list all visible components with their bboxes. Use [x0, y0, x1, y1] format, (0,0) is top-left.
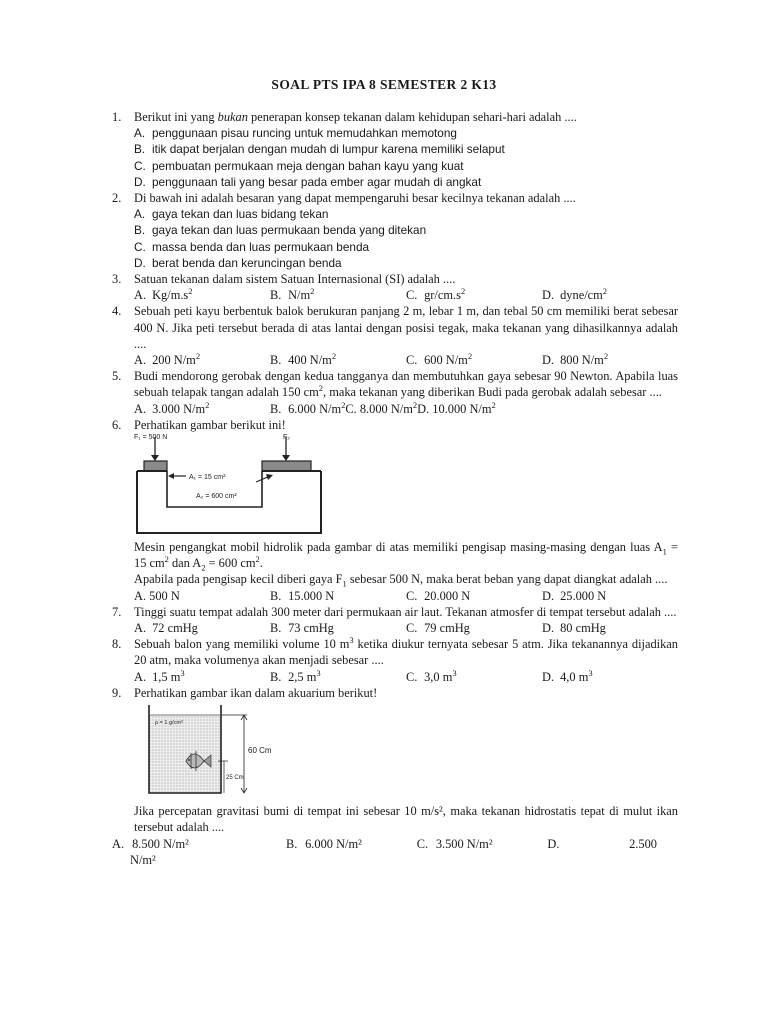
superscript: 2	[491, 399, 496, 410]
superscript: 2	[467, 350, 473, 361]
option-b	[286, 836, 417, 852]
question-number: 9.	[112, 685, 122, 700]
option-d	[417, 401, 496, 417]
superscript: 2	[331, 350, 337, 361]
option-c	[406, 588, 542, 604]
question-stem	[134, 109, 678, 125]
option-letter: A.	[134, 126, 146, 141]
option-text: 6.000 N/m	[288, 401, 342, 416]
superscript: 2	[164, 554, 169, 565]
option-text: 3.000 N/m	[152, 401, 206, 416]
question-8	[112, 636, 678, 685]
option-c	[417, 836, 548, 852]
option-letter: B.	[270, 288, 282, 303]
option-a	[134, 620, 270, 636]
question-number: 2.	[112, 191, 122, 206]
option-letter: A.	[134, 401, 147, 416]
option-text: Kg/m.s	[152, 288, 189, 303]
question-number: 5.	[112, 369, 122, 384]
option-letter: A.	[112, 836, 125, 851]
option-letter: D.	[417, 401, 430, 416]
subscript: 1	[342, 578, 347, 589]
stem-text: Berikut ini yang	[134, 110, 218, 124]
hydraulic-press-diagram	[134, 433, 324, 539]
option-text: 20.000 N	[424, 588, 471, 603]
label-a2: A₂ = 600 cm²	[196, 493, 237, 501]
option-letter: B.	[134, 223, 146, 238]
subscript: 1	[662, 546, 667, 557]
superscript: 2	[195, 350, 201, 361]
option-text: gaya tekan dan luas permukaan benda yang ditekan	[152, 223, 427, 238]
option-text: 2.500	[629, 836, 657, 851]
option-letter: C.	[406, 621, 418, 636]
option-letter: C.	[406, 588, 418, 603]
option-letter: B.	[270, 401, 282, 416]
label-f1: F₁ = 500 N	[134, 434, 168, 442]
option-letter: A.	[134, 288, 147, 303]
option-d	[542, 669, 678, 685]
stem-text: penerapan konsep tekanan dalam kehidupan sehari-hari adalah ....	[247, 110, 577, 124]
question-stem: Sebuah peti kayu berbentuk balok berukuran panjang 2 m, lebar 1 m, dan tebal 50 cm memiliki berat sebesar 400 N. Jika peti tersebut berada di atas lantai dengan posisi tegak, maka tekanan yang dihasilkannya adalah ....	[134, 304, 678, 351]
option-a	[134, 669, 270, 685]
stem-emphasis: bukan	[217, 110, 248, 124]
option-text: 25.000 N	[560, 588, 607, 603]
option-d	[542, 352, 678, 368]
option-text: gr/cm.s	[424, 288, 461, 303]
question-5	[112, 368, 678, 417]
option-letter: B.	[270, 353, 282, 368]
option-text: 800 N/m	[560, 353, 604, 368]
subscript: 2	[201, 562, 206, 573]
option-text: 3,0 m	[424, 669, 453, 684]
option-d	[542, 588, 678, 604]
text: Apabila pada pengisap kecil diberi gaya F	[134, 572, 343, 587]
question-stem: Satuan tekanan dalam sistem Satuan Internasional (SI) adalah ....	[134, 272, 456, 287]
option-letter: C.	[134, 239, 146, 254]
label-f2: F₂	[283, 434, 290, 442]
option-text: 73 cmHg	[288, 621, 334, 636]
question-text	[134, 539, 678, 571]
option-text: gaya tekan dan luas bidang tekan	[152, 207, 329, 222]
aquarium-figure	[134, 701, 678, 803]
label-density: ρ = 1 g/cm³	[155, 720, 183, 727]
option-a	[134, 352, 270, 368]
question-7	[112, 604, 678, 636]
question-2	[112, 190, 678, 271]
option-b	[134, 222, 678, 238]
question-text	[134, 571, 678, 587]
option-a	[134, 287, 270, 303]
option-text: 2,5 m	[288, 669, 317, 684]
question-stem	[134, 636, 678, 668]
label-fish-height: 25 Cm	[226, 775, 244, 782]
question-stem: Perhatikan gambar berikut ini!	[134, 417, 286, 432]
option-row	[134, 352, 679, 368]
superscript: 2	[310, 286, 315, 297]
superscript: 2	[341, 399, 346, 410]
option-letter: A.	[134, 588, 147, 603]
option-a	[134, 588, 270, 604]
option-letter: D.	[542, 588, 555, 603]
option-list	[134, 206, 678, 271]
hydraulic-press-figure	[134, 433, 678, 539]
option-text: 72 cmHg	[152, 621, 198, 636]
option-letter: D.	[542, 669, 555, 684]
question-stem: Tinggi suatu tempat adalah 300 meter dari permukaan air laut. Tekanan atmosfer di tempat tersebut adalah ....	[134, 604, 677, 619]
option-text: 600 N/m	[424, 353, 468, 368]
option-text: penggunaan pisau runcing untuk memudahkan memotong	[152, 126, 457, 141]
option-d	[547, 836, 657, 852]
question-6	[112, 417, 678, 604]
option-b	[270, 588, 406, 604]
question-stem: Perhatikan gambar ikan dalam akuarium berikut!	[134, 685, 378, 700]
option-letter: D.	[542, 621, 555, 636]
aquarium-diagram	[134, 701, 294, 803]
stem-text: Budi mendorong gerobak dengan kedua tangganya dan membutuhkan gaya sebesar 90 Newton. Apabila luas sebuah telapak tangan adalah 150 cm	[134, 369, 678, 400]
stem-text: , maka tekanan yang diberikan Budi pada gerobak adalah sebesar ....	[323, 385, 662, 400]
superscript: 3	[349, 635, 354, 646]
option-c	[134, 158, 678, 174]
text: .	[259, 556, 263, 571]
text: Mesin pengangkat mobil hidrolik pada gambar di atas memiliki pengisap masing-masing dengan luas A	[134, 540, 663, 555]
option-b	[270, 352, 406, 368]
option-text: 15.000 N	[288, 588, 335, 603]
option-text: 80 cmHg	[560, 621, 606, 636]
option-text: 8.500 N/m²	[132, 836, 189, 851]
superscript: 2	[255, 554, 260, 565]
superscript: 2	[188, 286, 193, 297]
question-number: 3.	[112, 272, 122, 287]
option-letter: C.	[416, 836, 429, 851]
option-letter: C.	[134, 158, 146, 173]
option-text: massa benda dan luas permukaan benda	[152, 239, 370, 254]
question-stem	[134, 368, 678, 400]
question-9	[112, 685, 678, 868]
option-d	[542, 287, 678, 303]
option-letter: A.	[134, 207, 146, 222]
option-row	[112, 588, 679, 604]
option-letter: B.	[270, 669, 282, 684]
option-text: 1,5 m	[152, 669, 181, 684]
option-text: 8.000 N/m	[359, 401, 413, 416]
question-number: 7.	[112, 604, 122, 619]
option-b	[270, 669, 406, 685]
option-text: dyne/cm	[560, 288, 603, 303]
option-text: itik dapat berjalan dengan mudah di lumpur karena memiliki selaput	[152, 142, 505, 157]
option-letter: D.	[547, 836, 560, 851]
option-text: 6.000 N/m²	[305, 836, 362, 851]
option-text: 200 N/m	[152, 353, 196, 368]
question-1	[112, 109, 678, 190]
option-a	[134, 401, 270, 417]
option-letter: A.	[134, 669, 147, 684]
option-row	[134, 287, 679, 303]
option-b	[270, 620, 406, 636]
superscript: 3	[316, 667, 321, 678]
superscript: 3	[452, 667, 457, 678]
option-text: penggunaan tali yang besar pada ember agar mudah di angkat	[152, 174, 482, 189]
option-c	[406, 287, 542, 303]
question-stem: Di bawah ini adalah besaran yang dapat mempengaruhi besar kecilnya tekanan adalah ....	[134, 191, 576, 206]
question-number: 4.	[112, 304, 122, 319]
option-d	[542, 620, 678, 636]
question-4	[112, 303, 678, 368]
label-a1: A₁ = 15 cm²	[189, 474, 226, 482]
option-d	[134, 255, 678, 271]
option-letter: B.	[134, 142, 146, 157]
option-letter: D.	[134, 174, 146, 189]
text: = 600 cm	[205, 556, 256, 571]
option-text: 10.000 N/m	[432, 401, 492, 416]
option-b	[270, 287, 406, 303]
option-d-continued: N/m²	[130, 852, 156, 867]
superscript: 2	[603, 350, 609, 361]
superscript: 2	[460, 286, 466, 297]
option-c	[406, 352, 542, 368]
option-c	[406, 620, 542, 636]
option-c	[406, 669, 542, 685]
option-row	[134, 669, 679, 685]
option-letter: A.	[134, 353, 147, 368]
option-text: 79 cmHg	[424, 621, 470, 636]
question-number: 6.	[112, 417, 122, 432]
option-text: 3.500 N/m²	[435, 836, 493, 851]
label-total-height: 60 Cm	[248, 746, 272, 756]
option-b	[270, 401, 345, 417]
option-letter: C.	[406, 353, 418, 368]
option-letter: B.	[285, 836, 298, 851]
option-a	[134, 125, 678, 141]
option-letter: D.	[542, 353, 555, 368]
question-list	[112, 109, 678, 868]
superscript: 2	[205, 399, 210, 410]
option-text: pembuatan permukaan meja dengan bahan kayu yang kuat	[152, 158, 464, 173]
option-c	[134, 239, 678, 255]
option-a	[134, 206, 678, 222]
stem-text: Sebuah balon yang memiliki volume 10 m	[134, 637, 350, 652]
option-list	[134, 125, 678, 190]
option-text: N/m	[288, 288, 311, 303]
option-a	[112, 836, 286, 852]
option-letter: B.	[270, 621, 282, 636]
option-row	[112, 836, 657, 852]
question-3	[112, 271, 678, 303]
text: sebesar 500 N, maka berat beban yang dapat diangkat adalah ....	[346, 572, 668, 587]
question-number: 1.	[112, 110, 122, 124]
option-row	[134, 401, 679, 417]
option-letter: A.	[134, 621, 147, 636]
option-b	[134, 141, 678, 157]
superscript: 3	[588, 667, 593, 678]
question-text: Jika percepatan gravitasi bumi di tempat ini sebesar 10 m/s², maka tekanan hidrostatis tepat di mulut ikan tersebut adalah ....	[134, 804, 678, 835]
superscript: 3	[180, 667, 185, 678]
option-text: berat benda dan keruncingan benda	[152, 255, 342, 270]
option-letter: C.	[406, 288, 418, 303]
question-number: 8.	[112, 637, 122, 652]
option-letter: D.	[134, 255, 146, 270]
superscript: 2	[602, 286, 608, 297]
option-text: 4,0 m	[560, 669, 589, 684]
option-text: 400 N/m	[288, 353, 332, 368]
option-text: 500 N	[149, 588, 180, 603]
option-letter: D.	[542, 288, 555, 303]
superscript: 2	[412, 399, 418, 410]
option-letter: C.	[406, 669, 418, 684]
option-letter: C.	[345, 401, 357, 416]
stem-text: ketika diukur ternyata sebesar 5 atm. Jika tekanannya dijadikan 20 atm, maka volumenya akan menjadi sebesar ....	[134, 637, 678, 668]
option-row	[134, 620, 679, 636]
exam-title: SOAL PTS IPA 8 SEMESTER 2 K13	[271, 77, 497, 92]
superscript: 2	[318, 383, 324, 394]
text: dan A	[168, 556, 202, 571]
option-d	[134, 174, 678, 190]
option-letter: B.	[270, 588, 282, 603]
text: = 15 cm	[134, 540, 678, 571]
option-c	[345, 401, 417, 417]
